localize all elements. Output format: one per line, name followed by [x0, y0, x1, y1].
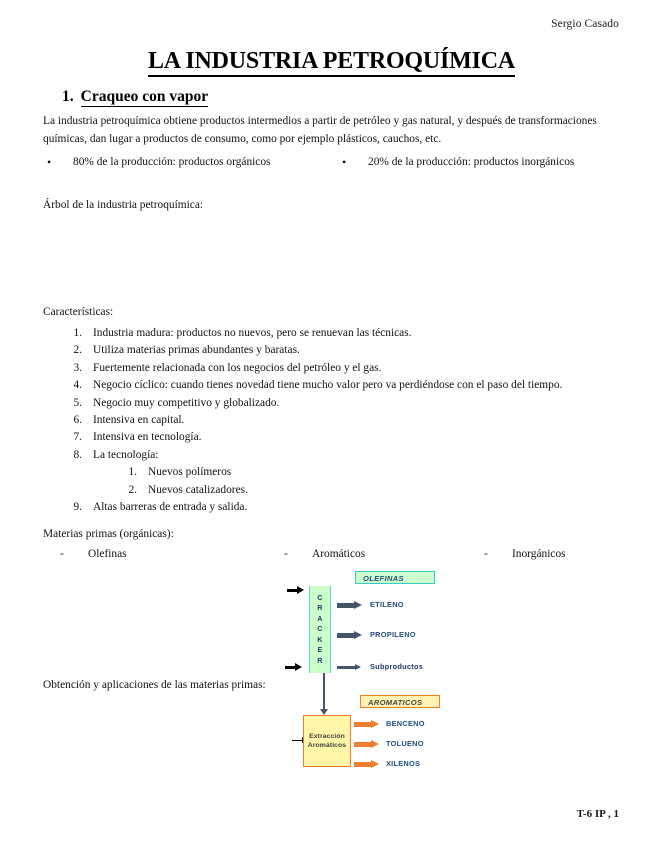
- page-title-text: LA INDUSTRIA PETROQUÍMICA: [148, 48, 515, 77]
- cracker-feed-arrow-top: [287, 586, 304, 595]
- list-item-text: Aromáticos: [312, 548, 366, 560]
- caracteristicas-sublist: [50, 464, 640, 499]
- cracker-to-extraccion-connector: [323, 673, 325, 711]
- section-heading-text: Craqueo con vapor: [80, 88, 209, 105]
- cracker-letter: C: [317, 593, 323, 603]
- cracker-letter: K: [317, 634, 323, 644]
- aromaticos-label-box: AROMATICOS: [360, 695, 440, 708]
- list-item: [50, 377, 640, 394]
- extraccion-line-2: Aromáticos: [307, 742, 347, 749]
- list-item-text: Negocio cíclico: cuando tienes novedad tiene mucho valor pero va perdiéndose con el paso del tiempo.: [93, 379, 563, 392]
- page-title: [0, 48, 663, 75]
- dash-icon: -: [284, 548, 288, 560]
- section-heading: [62, 88, 208, 106]
- list-item: [50, 395, 640, 412]
- cracker-letter: C: [317, 624, 323, 634]
- list-item-number: 1.: [73, 327, 82, 339]
- extraccion-box-text: [308, 732, 346, 751]
- list-item: [284, 548, 484, 560]
- tolueno-arrow: [354, 740, 380, 749]
- list-item-number: 7.: [73, 431, 82, 444]
- list-item-number: 3.: [73, 361, 82, 374]
- bullet-icon: •: [342, 155, 347, 169]
- intro-paragraph: La industria petroquímica obtiene productos intermedios a partir de petróleo y gas natural, y después de transformaciones químicas, dan lugar a productos de consumo, como por ejemplo plásticos, cauchos, etc.: [43, 115, 597, 145]
- list-item-number: 8.: [73, 448, 82, 461]
- arrow-head-icon: [371, 720, 379, 728]
- etileno-arrow: [337, 601, 363, 610]
- list-item-number: 1.: [128, 466, 137, 479]
- list-item: [338, 155, 633, 169]
- cracker-letter: A: [317, 613, 323, 623]
- petrochemical-flow-diagram: [280, 568, 500, 783]
- extraccion-line-1: Extracción: [309, 732, 345, 740]
- caracteristicas-list: [50, 325, 640, 516]
- list-item-number: 5.: [73, 396, 82, 409]
- dash-icon: -: [60, 548, 64, 560]
- propileno-arrow: [337, 631, 363, 640]
- product-label-benceno: BENCENO: [386, 719, 425, 728]
- list-item-number: 2.: [128, 483, 137, 496]
- product-label-etileno: ETILENO: [370, 600, 404, 609]
- arrow-head-icon: [354, 631, 362, 639]
- arbol-label: Árbol de la industria petroquímica:: [43, 199, 204, 211]
- cracker-letter: R: [317, 603, 323, 613]
- list-item-text: La tecnología:: [93, 448, 159, 461]
- list-item: [50, 482, 640, 499]
- list-item: [60, 548, 284, 560]
- list-item: [50, 429, 640, 446]
- bullet-text: 20% de la producción: productos inorgánicos: [368, 156, 575, 168]
- list-item: [484, 548, 634, 560]
- arrow-shaft: [354, 722, 372, 726]
- cracker-letter: E: [317, 645, 323, 655]
- arrow-shaft: [354, 762, 372, 766]
- xilenos-arrow: [354, 760, 380, 769]
- arrow-head-icon: [371, 760, 379, 768]
- list-item: [50, 412, 640, 429]
- arrow-shaft: [354, 742, 372, 746]
- cracker-letter: R: [317, 655, 323, 665]
- cracker-feed-arrow-bottom: [285, 663, 302, 672]
- arrow-head-icon: [354, 601, 362, 609]
- dash-icon: -: [484, 548, 488, 560]
- list-item-text: Industria madura: productos no nuevos, pero se renuevan las técnicas.: [93, 327, 412, 339]
- list-item-text: Negocio muy competitivo y globalizado.: [93, 396, 280, 409]
- arrow-shaft: [337, 666, 356, 668]
- caracteristicas-label: Características:: [43, 306, 114, 318]
- cracker-box: [309, 586, 331, 673]
- bullet-text: 80% de la producción: productos orgánicos: [73, 156, 271, 168]
- obtencion-label: Obtención y aplicaciones de las materias primas:: [43, 679, 266, 691]
- arrow-shaft: [337, 603, 355, 607]
- list-item-text: Intensiva en capital.: [93, 414, 185, 427]
- list-item-text: Nuevos catalizadores.: [148, 483, 248, 496]
- page-footer: T-6 IP , 1: [576, 808, 619, 820]
- list-item: [50, 325, 640, 342]
- product-label-xilenos: XILENOS: [386, 759, 421, 768]
- list-item-text: Olefinas: [88, 548, 127, 560]
- list-item: [50, 447, 640, 464]
- list-item: [50, 464, 640, 481]
- materias-primas-row: [60, 548, 640, 560]
- product-label-tolueno: TOLUENO: [386, 739, 424, 748]
- materias-primas-label: Materias primas (orgánicas):: [43, 528, 174, 540]
- list-item: [43, 155, 338, 169]
- subproductos-arrow: [337, 664, 363, 671]
- product-label-subproductos: Subproductos: [370, 662, 424, 671]
- list-item-text: Altas barreras de entrada y salida.: [93, 501, 248, 514]
- list-item-number: 9.: [73, 501, 82, 514]
- production-bullet-row: [43, 155, 633, 169]
- list-item-number: 2.: [73, 344, 82, 357]
- extraccion-aromaticos-box: [303, 715, 351, 767]
- list-item-text: Inorgánicos: [512, 548, 566, 560]
- arrow-head-icon: [371, 740, 379, 748]
- list-item-text: Fuertemente relacionada con los negocios del petróleo y el gas.: [93, 361, 382, 374]
- arrow-head-icon: [355, 664, 361, 670]
- list-item-text: Utiliza materias primas abundantes y baratas.: [93, 344, 300, 357]
- bullet-icon: •: [47, 155, 52, 169]
- arrow-head-icon: [295, 663, 302, 671]
- list-item: [50, 360, 640, 377]
- arrow-head-icon: [297, 586, 304, 594]
- document-author-header: Sergio Casado: [551, 18, 619, 30]
- list-item-number: 4.: [73, 379, 82, 392]
- section-number: 1.: [62, 88, 74, 105]
- list-item: [50, 342, 640, 359]
- olefinas-label-box: OLEFINAS: [355, 571, 435, 584]
- list-item: [50, 499, 640, 516]
- list-item-number: 6.: [73, 414, 82, 427]
- list-item-text: Intensiva en tecnología.: [93, 431, 202, 444]
- product-label-propileno: PROPILENO: [370, 630, 416, 639]
- arrow-shaft: [337, 633, 355, 637]
- benceno-arrow: [354, 720, 380, 729]
- list-item-text: Nuevos polímeros: [148, 466, 232, 479]
